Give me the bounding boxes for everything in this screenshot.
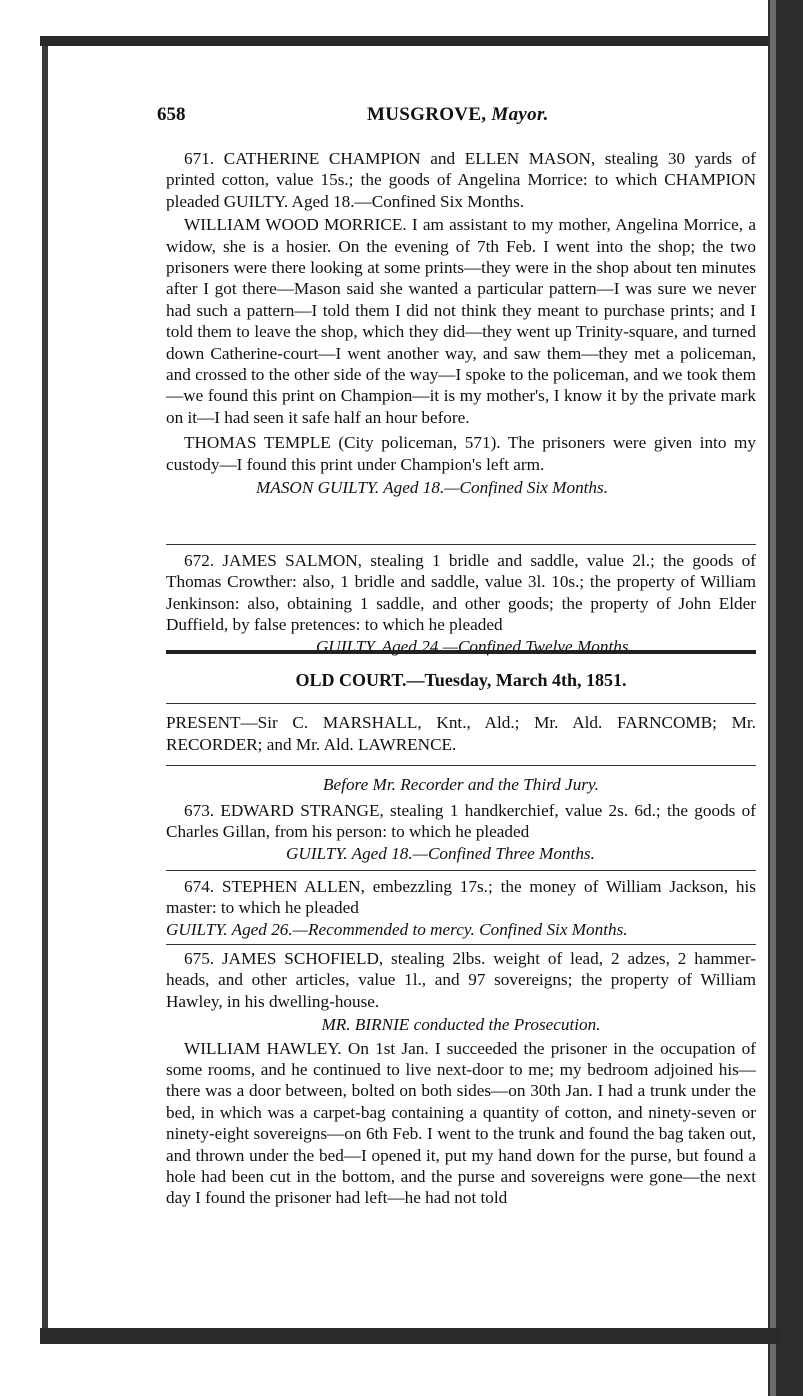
witness-testimony: WILLIAM HAWLEY. On 1st Jan. I succeeded the prisoner in the occupation of some rooms, and he continued to live next-door to me; my bedroom adjoined his—there was a door between, bolted on both sides—on 30th Jan. I had a trunk under the bed, in which was a carpet-bag containing a quantity of cotton, and ninety-seven or ninety-eight sovereigns—on 6th Feb. I went to the trunk and found the bag taken out, and thrown under the bed—I opened it, put my hand down for the purse, but found a hole had been cut in the bottom, and the purse and sovereigns were gone—the next day I found the prisoner had left—he had not told	[166, 1038, 756, 1208]
case-671	[166, 148, 756, 499]
running-title-role: Mayor.	[491, 104, 549, 125]
present-officials: PRESENT—Sir C. MARSHALL, Knt., Ald.; Mr. Ald. FARNCOMB; Mr. RECORDER; and Mr. Ald. LAWRENCE.	[166, 713, 756, 754]
session-info	[166, 670, 756, 796]
case-heading: 674. STEPHEN ALLEN, embezzling 17s.; the money of William Jackson, his master: to which he pleaded	[166, 877, 756, 918]
case-divider	[166, 944, 756, 945]
case-672	[166, 550, 756, 657]
session-divider	[166, 765, 756, 766]
session-divider	[166, 703, 756, 704]
book-edge-left	[42, 36, 48, 1344]
page-number: 658	[157, 104, 186, 125]
prosecution-note: MR. BIRNIE conducted the Prosecution.	[321, 1015, 601, 1035]
book-edge-top	[40, 36, 780, 46]
case-heading: 672. JAMES SALMON, stealing 1 bridle and saddle, value 2l.; the goods of Thomas Crowther: also, 1 bridle and saddle, value 3l. 10s.; the property of William Jenkinson: also, obtaining 1 saddle, and other goods; the property of John Elder Duffield, by false pretences: to which he pleaded	[166, 551, 756, 635]
case-heading: 675. JAMES SCHOFIELD, stealing 2lbs. weight of lead, 2 adzes, 2 hammer-heads, and other articles, value 1l., and 97 sovereigns; the property of William Hawley, in his dwelling-house.	[166, 949, 756, 1011]
case-verdict: GUILTY. Aged 24.—Confined Twelve Months.	[316, 636, 633, 656]
case-675	[166, 948, 756, 1209]
case-verdict: GUILTY. Aged 18.—Confined Three Months.	[286, 843, 595, 863]
case-verdict: MASON GUILTY. Aged 18.—Confined Six Months.	[256, 478, 609, 498]
case-674	[166, 876, 756, 940]
witness-testimony: WILLIAM WOOD MORRICE. I am assistant to my mother, Angelina Morrice, a widow, she is a hosier. On the evening of 7th Feb. I went into the shop; the two prisoners were there looking at some prints—they were in the shop about ten minutes after I got there—Mason said she wanted a particular pattern—I was sure we never had such a pattern—I told them I did not think they meant to purchase prints; and I told them to leave the shop, which they did—they went up Trinity-square, and turned down Catherine-court—I went another way, and saw them—they met a policeman, and crossed to the other side of the way—I spoke to the policeman, and we took them—we found this print on Champion—it is my mother's, I know it by the private mark on it—I had seen it safe half an hour before.	[166, 215, 756, 427]
running-title-name: MUSGROVE,	[367, 104, 487, 125]
running-title	[367, 104, 549, 126]
court-session-title: OLD COURT.—Tuesday, March 4th, 1851.	[295, 670, 627, 690]
book-edge-bottom	[40, 1328, 780, 1344]
section-divider	[166, 650, 756, 654]
case-verdict: GUILTY. Aged 26.—Recommended to mercy. Confined Six Months.	[166, 919, 628, 939]
book-spine-highlight	[770, 0, 776, 1396]
jury-info: Before Mr. Recorder and the Third Jury.	[323, 775, 599, 795]
page-header	[157, 104, 757, 134]
case-673	[166, 800, 756, 864]
case-divider	[166, 870, 756, 871]
case-divider	[166, 544, 756, 545]
case-heading: 673. EDWARD STRANGE, stealing 1 handkerchief, value 2s. 6d.; the goods of Charles Gillan, from his person: to which he pleaded	[166, 801, 756, 842]
case-heading: 671. CATHERINE CHAMPION and ELLEN MASON, stealing 30 yards of printed cotton, value 15s.; the goods of Angelina Morrice: to which CHAMPION pleaded GUILTY. Aged 18.—Confined Six Months.	[166, 149, 756, 211]
witness-testimony: THOMAS TEMPLE (City policeman, 571). The prisoners were given into my custody—I found this print under Champion's left arm.	[166, 433, 756, 474]
